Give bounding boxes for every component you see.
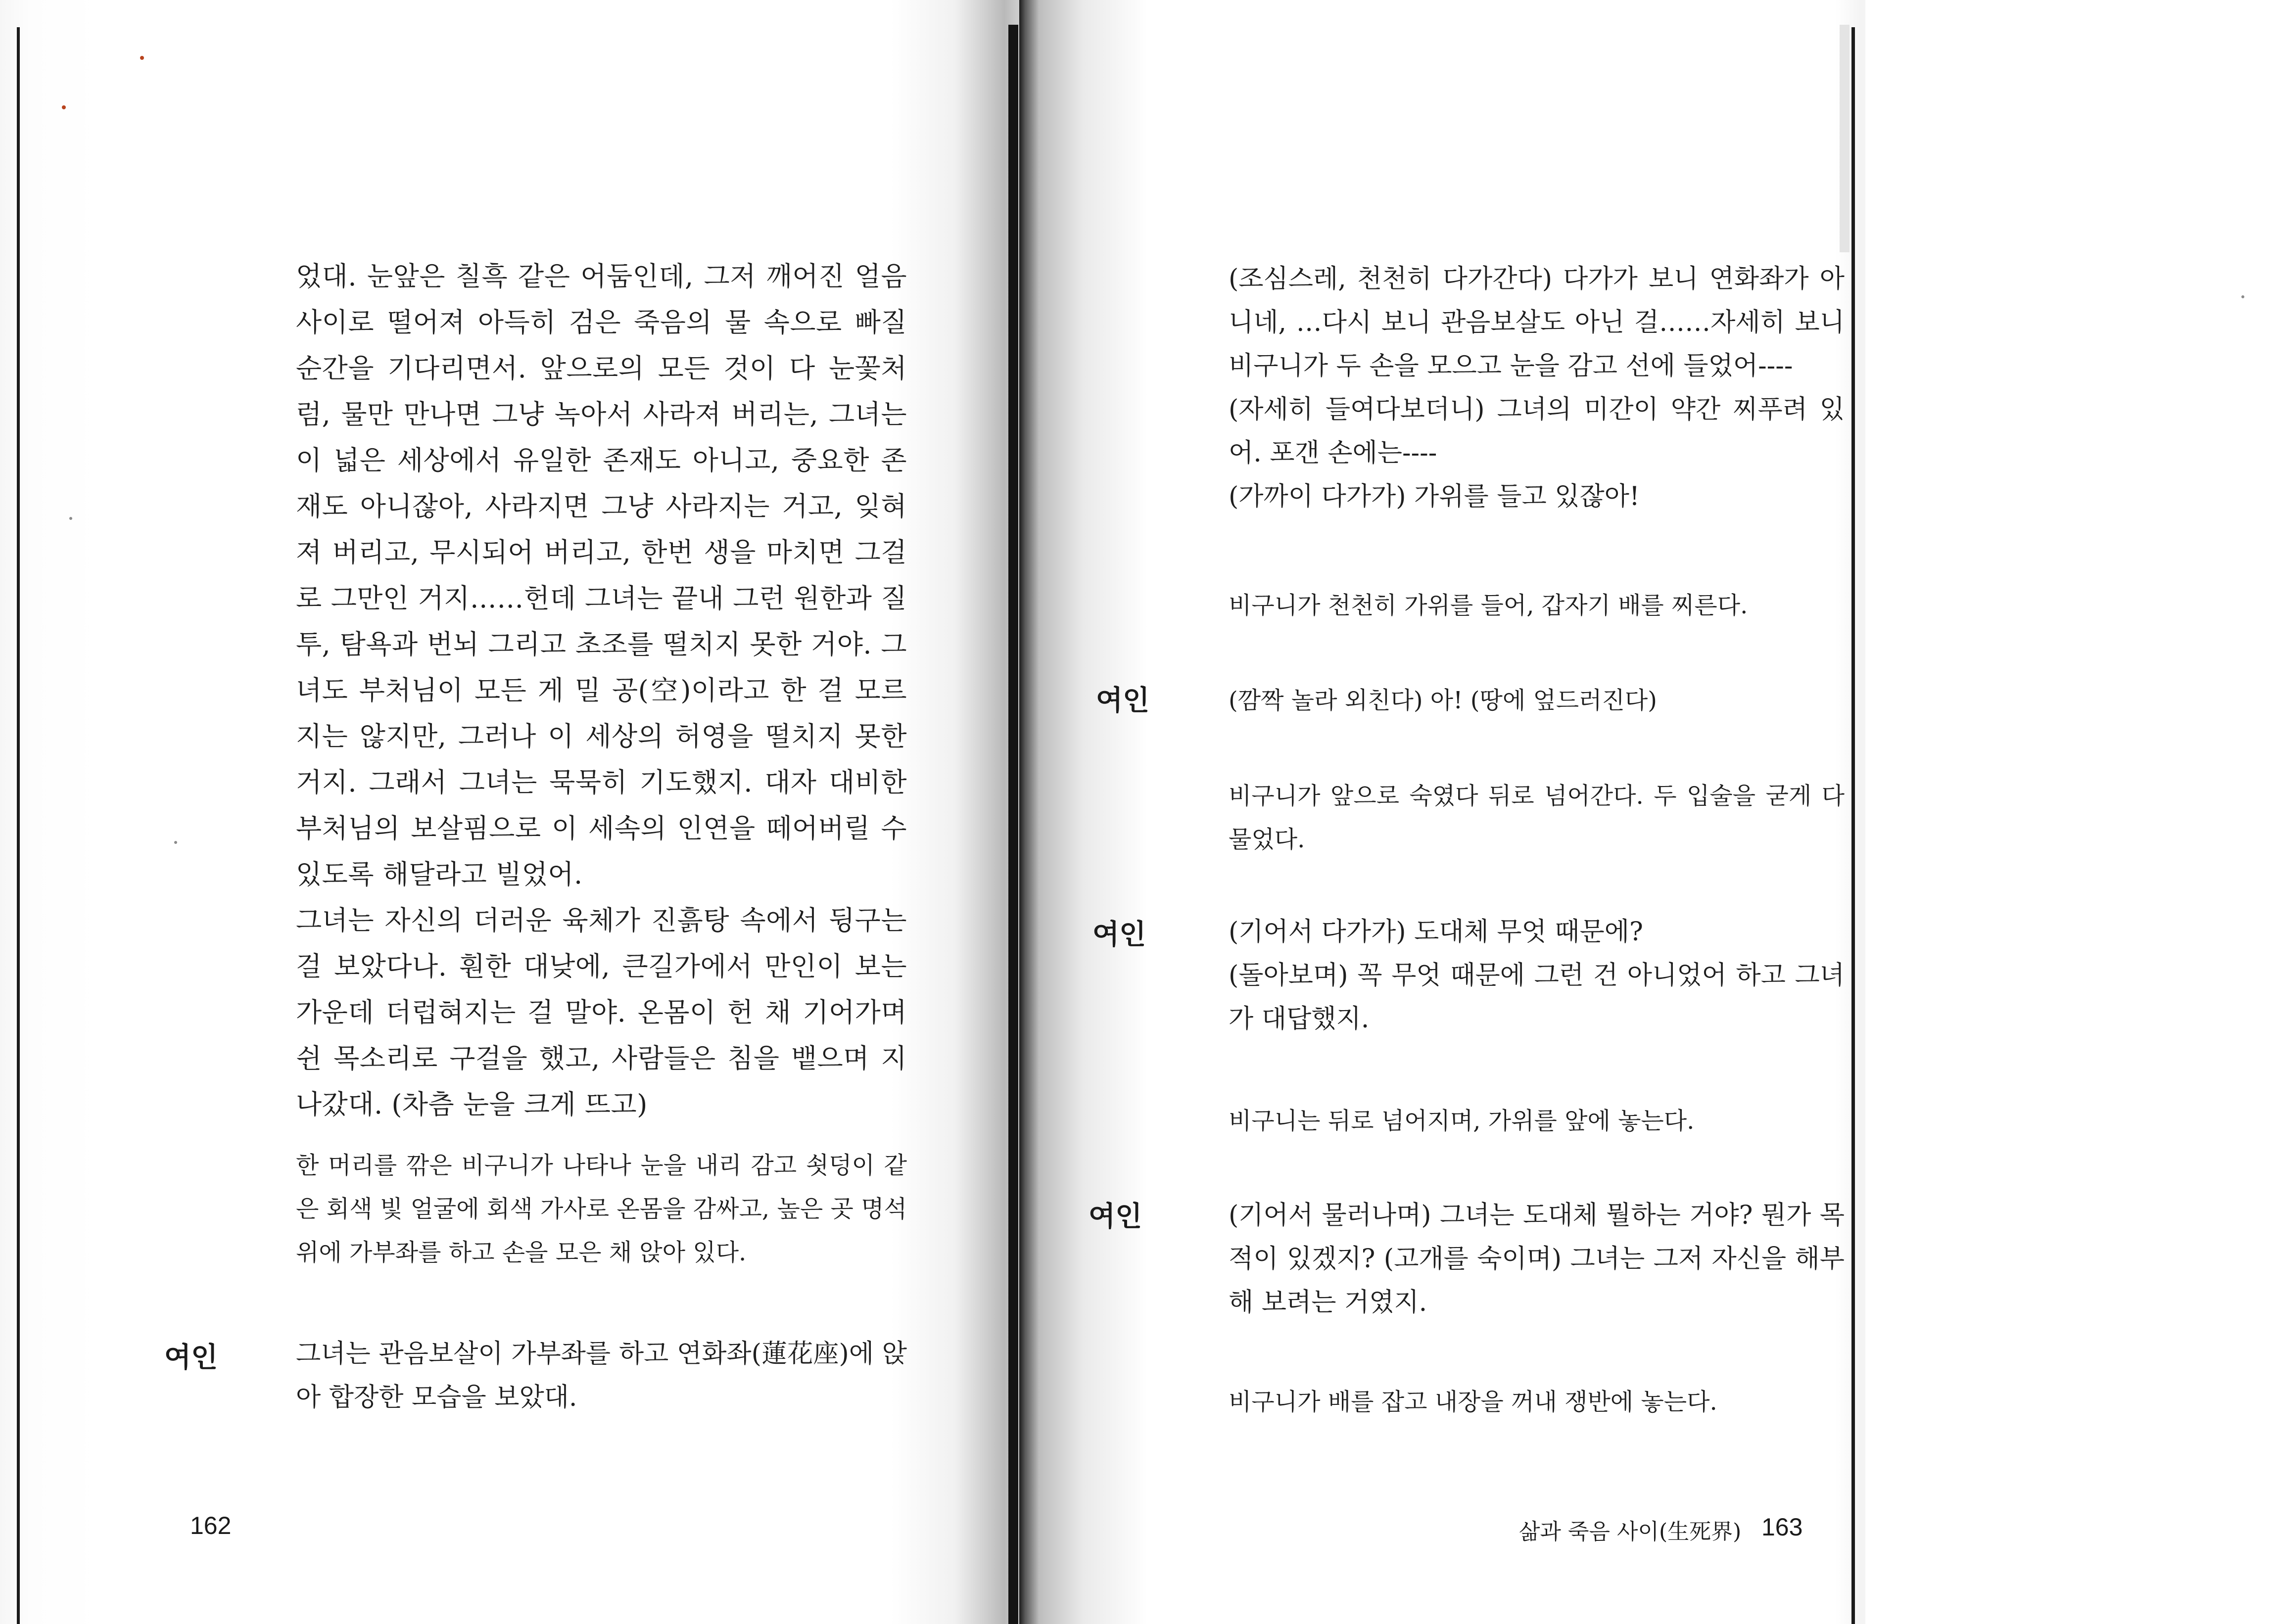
scan-margin — [1865, 0, 2276, 1624]
page-edge-strip — [1840, 25, 1849, 252]
left-body-text — [296, 253, 907, 1127]
stage-direction — [1229, 1380, 1845, 1424]
paragraph: 었대. 눈앞은 칠흑 같은 어둠인데, 그저 깨어진 얼음 사이로 떨어져 아득히 검은 죽음의 물 속으로 빠질 순간을 기다리면서. 앞으로의 모든 것이 다 눈꽃처럼, 물만 만나면 그냥 녹아서 사라져 버리는, 그녀는 이 넓은 세상에서 유일한 존재도 아니고, 중요한 존재도 아니잖아, 사라지면 그냥 사라지는 거고, 잊혀져 버리고, 무시되어 버리고, 한번 생을 마치면 그걸로 그만인 거지……헌데 그녀는 끝내 그런 원한과 질투, 탐욕과 번뇌 그리고 초조를 떨치지 못한 거야. 그녀도 부처님이 모든 게 밀 공(空)이라고 한 걸 모르지는 않지만, 그러나 이 세상의 허영을 떨치지 못한 거지. 그래서 그녀는 묵묵히 기도했지. 대자 대비한 부처님의 보살핌으로 이 세속의 인연을 떼어버릴 수 있도록 해달라고 빌었어. — [296, 261, 907, 890]
scan-speck — [174, 841, 177, 844]
stage-direction — [296, 1144, 907, 1274]
dialogue-line — [1229, 679, 1845, 722]
page-number-left: 162 — [190, 1512, 232, 1539]
page-number-right: 163 — [1761, 1513, 1803, 1541]
stage-direction-text: 비구니는 뒤로 넘어지며, 가위를 앞에 놓는다. — [1229, 1107, 1695, 1135]
dialogue-text: 그녀는 관음보살이 가부좌를 하고 연화좌(蓮花座)에 앉아 합장한 모습을 보았대. — [296, 1339, 907, 1412]
dialogue-text: (조심스레, 천천히 다가간다) 다가가 보니 연화좌가 아니네, …다시 보니 관음보살도 아닌 걸……자세히 보니 비구니가 두 손을 모으고 눈을 감고 선에 들었어---- — [1229, 264, 1845, 381]
stage-direction-text: 비구니가 배를 잡고 내장을 꺼내 쟁반에 놓는다. — [1229, 1388, 1717, 1416]
paragraph: 그녀는 자신의 더러운 육체가 진흙탕 속에서 뒹구는 걸 보았다나. 훤한 대낮에, 큰길가에서 만인이 보는 가운데 더럽혀지는 걸 말야. 온몸이 헌 채 기어가며 쉰 목소리로 구걸을 했고, 사람들은 침을 뱉으며 지나갔대. (차츰 눈을 크게 뜨고) — [296, 905, 907, 1120]
dialogue-line — [1229, 1194, 1845, 1324]
dialogue-text: (돌아보며) 꼭 무엇 때문에 그런 건 아니었어 하고 그녀가 대답했지. — [1229, 961, 1845, 1034]
right-page-edge — [1851, 27, 1855, 1624]
stage-direction — [1229, 584, 1845, 627]
dialogue-line — [1229, 910, 1845, 1041]
dialogue-text: (가까이 다가가) 가위를 들고 있잖아! — [1229, 482, 1640, 511]
dialogue-text: (깜짝 놀라 외친다) 아! (땅에 엎드러진다) — [1229, 687, 1658, 714]
stage-direction — [1229, 1099, 1845, 1143]
speaker-label: 여인 — [1092, 919, 1146, 951]
speaker-label: 여인 — [1096, 685, 1150, 717]
scan-speck — [62, 105, 66, 109]
scan-speck — [69, 517, 72, 520]
dialogue-text: (기어서 물러나며) 그녀는 도대체 뭘하는 거야? 뭔가 목적이 있겠지? (고개를 숙이며) 그녀는 그저 자신을 해부해 보려는 거였지. — [1229, 1201, 1845, 1317]
left-page-edge — [17, 27, 20, 1624]
running-head: 삶과 죽음 사이(生死界) — [1519, 1519, 1742, 1544]
stage-direction-text: 비구니가 천천히 가위를 들어, 갑자기 배를 찌른다. — [1229, 592, 1748, 619]
stage-direction — [1229, 774, 1845, 861]
dialogue-line — [296, 1332, 907, 1419]
speaker-label: 여인 — [164, 1342, 218, 1374]
book-gutter — [1008, 25, 1018, 1624]
stage-direction-text: 한 머리를 깎은 비구니가 나타나 눈을 내리 감고 쇳덩이 같은 회색 빛 얼굴에 회색 가사로 온몸을 감싸고, 높은 곳 명석 위에 가부좌를 하고 손을 모은 채 앉아 있다. — [296, 1152, 907, 1266]
scan-speck — [140, 56, 144, 60]
dialogue-text: (기어서 다가가) 도대체 무엇 때문에? — [1229, 917, 1643, 947]
dialogue-text: (자세히 들여다보더니) 그녀의 미간이 약간 찌푸려 있어. 포갠 손에는---- — [1229, 395, 1845, 468]
dialogue-continued — [1229, 257, 1845, 518]
speaker-label: 여인 — [1089, 1201, 1142, 1233]
stage-direction-text: 비구니가 앞으로 숙였다 뒤로 넘어간다. 두 입술을 굳게 다물었다. — [1229, 782, 1845, 853]
scan-speck — [2241, 295, 2244, 298]
